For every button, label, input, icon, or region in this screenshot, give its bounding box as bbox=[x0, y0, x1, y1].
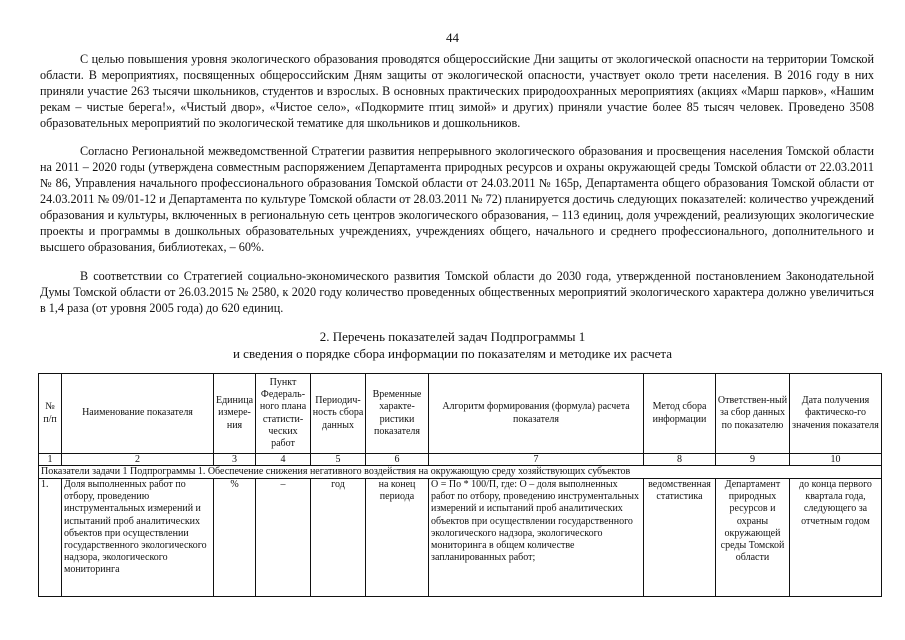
section-heading-line1: 2. Перечень показателей задач Подпрограммы 1 bbox=[319, 329, 586, 344]
cell-responsible: Департамент природных ресурсов и охраны окружающей среды Томской области bbox=[716, 479, 790, 597]
column-number: 8 bbox=[644, 454, 716, 466]
section-heading-line2: и сведения о порядке сбора информации по показателям и методике их расчета bbox=[232, 346, 673, 361]
header-fed-plan: Пункт Федераль-ного плана статисти-ческих работ bbox=[256, 374, 311, 454]
header-num: № п/п bbox=[39, 374, 62, 454]
cell-periodicity: год bbox=[311, 479, 366, 597]
column-number-row bbox=[39, 454, 882, 466]
column-number: 3 bbox=[214, 454, 256, 466]
header-time-char: Временные характе-ристики показателя bbox=[366, 374, 429, 454]
cell-method: ведомственная статистика bbox=[644, 479, 716, 597]
paragraph-eco-days: С целью повышения уровня экологического образования проводятся общероссийские Дни защиты от экологической опасности на территории Томской области. В мероприятиях, посвященных общероссийским Дням защиты от экологической опасности, участвует около трети населения. В 2016 году в них приняли участие 263 тысячи школьников, студентов и взрослых. В основных практических природоохранных мероприятиях (акциях «Марш парков», «Нашим рекам – чистые берега!», «Чистый двор», «Чистое село», «Подкормите птиц зимой» и других) приняли участие более 85 тысяч человек. Проведено 3508 образовательных мероприятий по экологической тематике для школьников и дошкольников. bbox=[40, 52, 874, 130]
header-method: Метод сбора информации bbox=[644, 374, 716, 454]
column-number: 4 bbox=[256, 454, 311, 466]
column-number: 2 bbox=[62, 454, 214, 466]
section-row-text: Показатели задачи 1 Подпрограммы 1. Обеспечение снижения негативного воздействия на окружающую среду хозяйствующих субъектов bbox=[39, 466, 882, 479]
cell-name: Доля выполненных работ по отбору, проведению инструментальных измерений и испытаний проб аналитических объектов при осуществлении государственного экологического надзора, экологического мониторинга bbox=[62, 479, 214, 597]
column-number: 6 bbox=[366, 454, 429, 466]
table-row bbox=[39, 479, 882, 597]
header-name: Наименование показателя bbox=[62, 374, 214, 454]
header-algorithm: Алгоритм формирования (формула) расчета показателя bbox=[429, 374, 644, 454]
column-number: 1 bbox=[39, 454, 62, 466]
header-periodicity: Периодич-ность сбора данных bbox=[311, 374, 366, 454]
cell-algorithm: О = По * 100/П, где: О – доля выполненных работ по отбору, проведению инструментальных измерений и испытаний проб аналитических объектов при осуществлении государственного экологического надзора, экологического мониторинга в общем количестве запланированных работ; bbox=[429, 479, 644, 597]
header-date: Дата получения фактическо-го значения показателя bbox=[790, 374, 882, 454]
cell-unit: % bbox=[214, 479, 256, 597]
column-number: 9 bbox=[716, 454, 790, 466]
table-header-row bbox=[39, 374, 882, 454]
column-number: 7 bbox=[429, 454, 644, 466]
page-number: 44 bbox=[446, 30, 459, 45]
section-row bbox=[39, 466, 882, 479]
column-number: 10 bbox=[790, 454, 882, 466]
cell-time-char: на конец периода bbox=[366, 479, 429, 597]
cell-date: до конца первого квартала года, следующего за отчетным годом bbox=[790, 479, 882, 597]
indicators-table bbox=[38, 373, 882, 597]
paragraph-strategy: Согласно Региональной межведомственной Стратегии развития непрерывного экологического образования и просвещения населения Томской области на 2011 – 2020 годы (утверждена совместным распоряжением Департамента природных ресурсов и охраны окружающей среды Томской области от 22.03.2011 № 86, Управления начального профессионального образования Томской области от 24.03.2011 № 165р, Департамента общего образования Томской области от 24.03.2011 № 09/01-12 и Департамента по культуре Томской области от 28.03.2011 № 72) планируется достичь следующих показателей: количество учреждений образования и культуры, включенных в региональную сеть центров экологического образования, – 113 единиц, доля учреждений, реализующих экологические проекты и программы в дошкольных образовательных учреждениях, учреждениях общего, начального и среднего профессионального, дополнительного и высшего образования, библиотеках, – 60%. bbox=[40, 144, 874, 254]
header-unit: Единица измере-ния bbox=[214, 374, 256, 454]
cell-num: 1. bbox=[39, 479, 62, 597]
column-number: 5 bbox=[311, 454, 366, 466]
paragraph-socioeconomic: В соответствии со Стратегией социально-экономического развития Томской области до 2030 года, утвержденной постановлением Законодательной Думы Томской области от 26.03.2015 № 2580, к 2020 году количество проведенных общественных мероприятий экологического характера должно увеличиться в 1,4 раза (от уровня 2005 года) до 620 единиц. bbox=[40, 269, 874, 315]
cell-fed-plan: – bbox=[256, 479, 311, 597]
header-responsible: Ответствен-ный за сбор данных по показателю bbox=[716, 374, 790, 454]
